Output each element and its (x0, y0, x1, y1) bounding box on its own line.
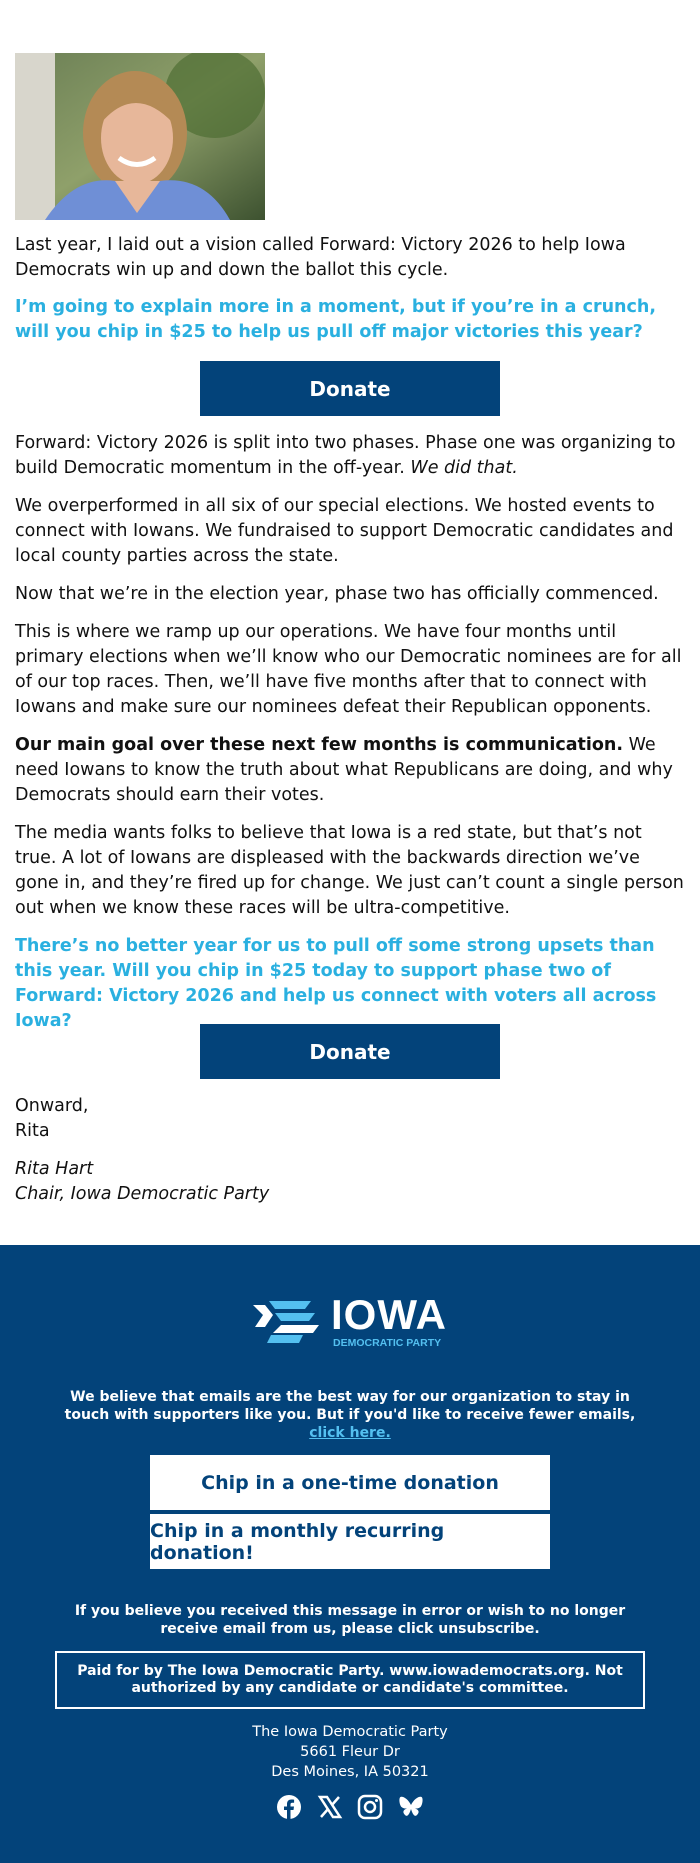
logo-word: IOWA (331, 1291, 447, 1338)
overperformed-paragraph: We overperformed in all six of our special elections. We hosted events to connect with Iowans. We fundraised to support Democratic candidates and local county parties across the state. (15, 496, 674, 566)
media-paragraph: The media wants folks to believe that Iowa is a red state, but that’s not true. A lot of Iowans are displeased with the backwards direction we’ve gone in, and they’re fired up for change. We just can’t count a single person out when we know these races will be ultra-competitive. (15, 823, 684, 918)
ask-paragraph-1: I’m going to explain more in a moment, but if you’re in a crunch, will you chip in $25 to help us pull off major victories this year? (15, 297, 656, 342)
footer (0, 1245, 700, 1863)
social-links (275, 1793, 425, 1823)
signature-title: Chair, Iowa Democratic Party (15, 1184, 270, 1204)
closing: Onward, (15, 1096, 89, 1116)
org-name: The Iowa Democratic Party (252, 1724, 448, 1740)
bluesky-icon[interactable] (397, 1793, 425, 1821)
signature-name: Rita Hart (15, 1159, 94, 1179)
goal-text: We need Iowans to know the truth about what Republicans are doing, and why Democrats should earn their votes. (15, 735, 673, 805)
one-time-donation-button[interactable]: Chip in a one-time donation (150, 1455, 550, 1510)
monthly-donation-button[interactable]: Chip in a monthly recurring donation! (150, 1514, 550, 1569)
email-preference-note (60, 1388, 640, 1442)
paid-for-disclaimer: Paid for by The Iowa Democratic Party. www.iowademocrats.org. Not authorized by any candidate or candidate's committee. (55, 1651, 645, 1709)
goal-bold-text: Our main goal over these next few months is communication. (15, 735, 624, 755)
ask-paragraph-2: There’s no better year for us to pull off some strong upsets than this year. Will you chip in $25 today to support phase two of Forward: Victory 2026 and help us connect with voters all across Iowa? (15, 936, 657, 1031)
click-here-link[interactable]: click here. (309, 1425, 391, 1441)
goal-paragraph (15, 733, 685, 808)
election-year-paragraph: Now that we’re in the election year, phase two has officially commenced. (15, 584, 659, 604)
x-icon[interactable] (316, 1793, 344, 1821)
email-note-text: We believe that emails are the best way for our organization to stay in touch with supporters like you. But if you'd like to receive fewer emails, (64, 1389, 636, 1423)
intro-paragraph: Last year, I laid out a vision called Forward: Victory 2026 to help Iowa Democrats win up and down the ballot this cycle. (15, 235, 626, 280)
city-address: Des Moines, IA 50321 (271, 1764, 429, 1780)
donate-button-1[interactable]: Donate (200, 361, 500, 416)
iowa-democratic-party-logo (253, 1291, 453, 1349)
phases-paragraph (15, 431, 685, 481)
instagram-icon[interactable] (356, 1793, 384, 1821)
facebook-icon[interactable] (275, 1793, 303, 1821)
phases-text: Forward: Victory 2026 is split into two phases. Phase one was organizing to build Democratic momentum in the off-year. (15, 433, 676, 478)
first-name: Rita (15, 1121, 50, 1141)
street-address: 5661 Fleur Dr (300, 1744, 400, 1760)
logo-subtext: DEMOCRATIC PARTY (333, 1337, 442, 1349)
author-photo (15, 53, 265, 220)
did-that-text: We did that. (410, 458, 518, 478)
donate-button-2[interactable]: Donate (200, 1024, 500, 1079)
unsubscribe-note: If you believe you received this message in error or wish to no longer receive email from us, please click unsubscribe. (74, 1603, 626, 1637)
operations-paragraph: This is where we ramp up our operations. We have four months until primary elections when we’ll know who our Democratic nominees are for all of our top races. Then, we’ll have five months after that to connect with Iowans and make sure our nominees defeat their Republican opponents. (15, 622, 682, 717)
